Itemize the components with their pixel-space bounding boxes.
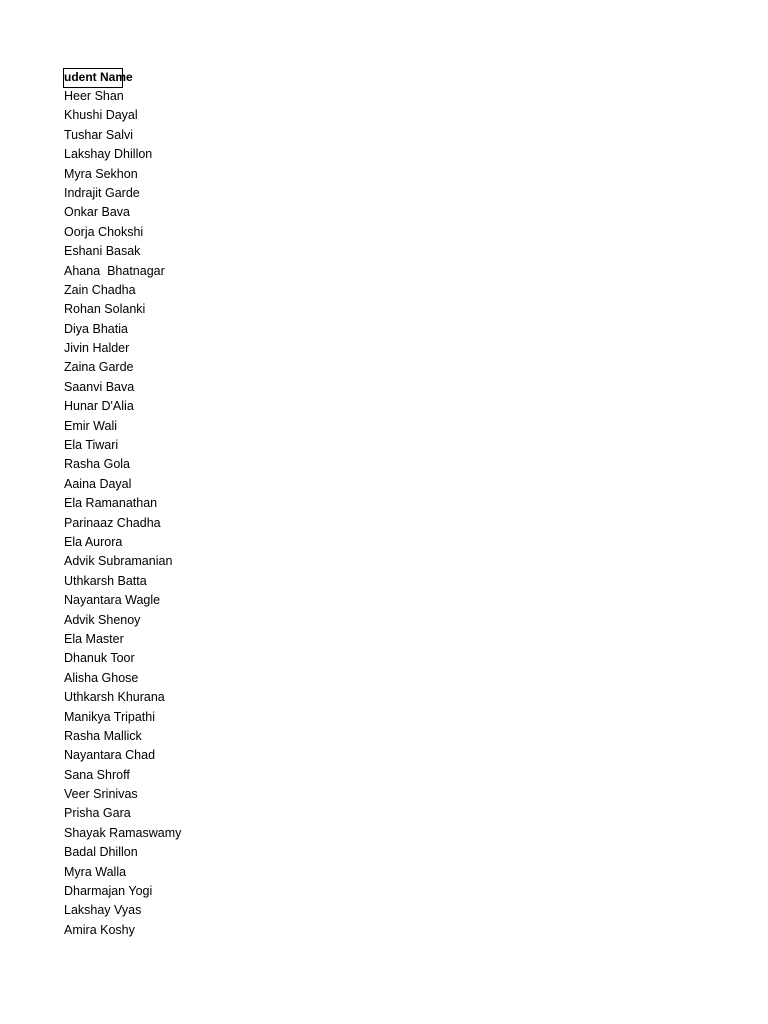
- student-name-cell[interactable]: Lakshay Dhillon: [64, 147, 153, 162]
- student-name-cell[interactable]: Eshani Basak: [64, 244, 141, 259]
- student-name-cell[interactable]: Khushi Dayal: [64, 108, 138, 123]
- student-name-cell[interactable]: Alisha Ghose: [64, 670, 139, 685]
- student-name-cell[interactable]: Oorja Chokshi: [64, 224, 144, 239]
- student-name-cell[interactable]: Myra Sekhon: [64, 166, 138, 181]
- student-name-cell[interactable]: Shayak Ramaswamy: [64, 825, 182, 840]
- student-name-cell[interactable]: Lakshay Vyas: [64, 903, 142, 918]
- student-name-cell[interactable]: Veer Srinivas: [64, 787, 138, 802]
- student-name-cell[interactable]: Sana Shroff: [64, 767, 130, 782]
- student-name-cell[interactable]: Manikya Tripathi: [64, 709, 156, 724]
- student-name-cell[interactable]: Ela Master: [64, 631, 124, 646]
- student-name-cell[interactable]: Rohan Solanki: [64, 302, 146, 317]
- student-name-list: [63, 87, 263, 940]
- student-name-cell[interactable]: Nayantara Wagle: [64, 593, 161, 608]
- student-name-cell[interactable]: Myra Walla: [64, 864, 127, 879]
- selected-header-cell[interactable]: [63, 67, 133, 87]
- student-name-cell[interactable]: Emir Wali: [64, 418, 118, 433]
- student-name-cell[interactable]: Nayantara Chad: [64, 748, 156, 763]
- student-name-cell[interactable]: Ela Ramanathan: [64, 496, 158, 511]
- student-name-column: [63, 67, 263, 940]
- student-name-cell[interactable]: Onkar Bava: [64, 205, 131, 220]
- student-name-cell[interactable]: Amira Koshy: [64, 922, 135, 937]
- student-name-cell[interactable]: Prisha Gara: [64, 806, 131, 821]
- student-name-cell[interactable]: Uthkarsh Khurana: [64, 690, 165, 705]
- student-name-cell[interactable]: Jivin Halder: [64, 341, 130, 356]
- student-name-cell[interactable]: Dharmajan Yogi: [64, 884, 153, 899]
- student-name-cell[interactable]: Rasha Gola: [64, 457, 131, 472]
- column-header: udent Name: [64, 70, 133, 84]
- student-name-cell[interactable]: Heer Shan: [64, 89, 124, 103]
- student-name-cell[interactable]: Indrajit Garde: [64, 185, 140, 200]
- student-name-cell[interactable]: Tushar Salvi: [64, 127, 134, 142]
- student-name-cell[interactable]: Saanvi Bava: [64, 379, 135, 394]
- student-name-cell[interactable]: Ela Tiwari: [64, 438, 119, 453]
- student-name-cell[interactable]: Dhanuk Toor: [64, 651, 135, 666]
- student-name-cell[interactable]: Ahana Bhatnagar: [64, 263, 165, 278]
- student-name-cell[interactable]: Advik Shenoy: [64, 612, 141, 627]
- student-name-cell[interactable]: Ela Aurora: [64, 534, 123, 549]
- student-name-cell[interactable]: Hunar D'Alia: [64, 399, 134, 414]
- student-name-cell[interactable]: Advik Subramanian: [64, 554, 173, 569]
- student-name-cell[interactable]: Uthkarsh Batta: [64, 573, 147, 588]
- student-name-cell[interactable]: Zaina Garde: [64, 360, 134, 375]
- student-name-cell[interactable]: Diya Bhatia: [64, 321, 128, 336]
- student-name-cell[interactable]: Badal Dhillon: [64, 845, 138, 860]
- student-name-cell[interactable]: Parinaaz Chadha: [64, 515, 161, 530]
- student-name-cell[interactable]: Rasha Mallick: [64, 728, 142, 743]
- student-name-cell[interactable]: Zain Chadha: [64, 282, 136, 297]
- student-name-cell[interactable]: Aaina Dayal: [64, 476, 132, 491]
